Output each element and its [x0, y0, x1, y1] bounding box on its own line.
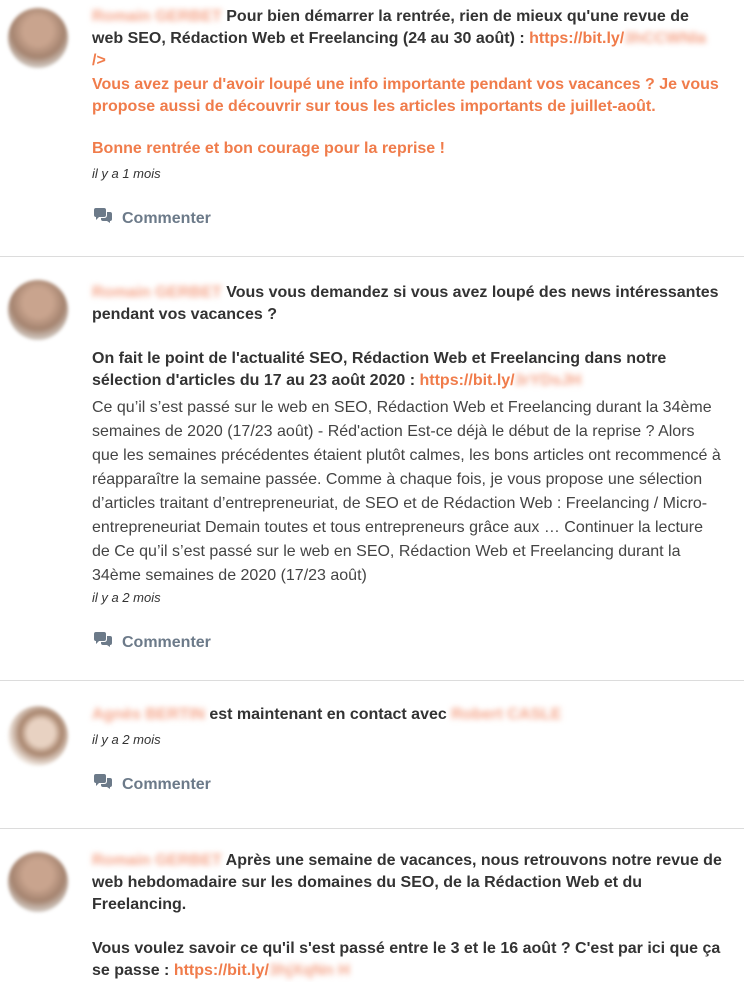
post-title-text: est maintenant en contact avec: [209, 706, 452, 723]
comment-label: Commenter: [122, 209, 211, 227]
author-name[interactable]: Romain GERBET: [92, 8, 222, 25]
avatar[interactable]: [8, 280, 68, 340]
comment-icon: [92, 773, 114, 796]
post-time: il y a 2 mois: [92, 732, 161, 747]
post-time: il y a 2 mois: [92, 590, 161, 605]
comment-label: Commenter: [122, 775, 211, 793]
feed-post: [0, 680, 744, 829]
comment-button[interactable]: [92, 773, 724, 796]
comment-icon: [92, 631, 114, 654]
avatar[interactable]: [8, 706, 68, 766]
post-link-tail[interactable]: />: [92, 52, 106, 69]
post-link[interactable]: https://bit.ly/3hjXqNn H: [173, 962, 350, 979]
post-title-text: Pour bien démarrer la rentrée, rien de mieux qu'une revue de web SEO, Rédaction Web et Freelancing (24 au 30 août) :: [92, 8, 689, 47]
post-title: [92, 850, 724, 916]
avatar[interactable]: [8, 852, 68, 912]
post-subtitle: On fait le point de l'actualité SEO, Rédaction Web et Freelancing dans notre sélection d'articles du 17 au 23 août 2020 : https://bit.ly/3rYDsJH: [92, 350, 667, 389]
post-link[interactable]: https://bit.ly/3hCCWNIa: [529, 30, 707, 47]
comment-icon: [92, 207, 114, 230]
post-content: [92, 850, 724, 982]
feed-post: [0, 828, 744, 982]
author-name[interactable]: Agnès BERTIN: [92, 706, 205, 723]
post-title-text: Après une semaine de vacances, nous retrouvons notre revue de web hebdomadaire sur les domaines du SEO, de la Rédaction Web et du Freelancing.: [92, 852, 722, 913]
post-body: Ce qu’il s’est passé sur le web en SEO, Rédaction Web et Freelancing durant la 34ème semaines de 2020 (17/23 août) - Réd'action Est-ce déjà le début de la reprise ? Alors que les semaines précédentes étaient plutôt calmes, les bons articles ont recommencé à réapparaître la semaine passée. Comme à chaque fois, je vous propose une sélection d’articles traitant d’entrepreneuriat, de SEO et de Rédaction Web : Freelancing / Micro-entrepreneuriat Demain toutes et tous entrepreneurs grâce aux … Continuer la lecture de Ce qu’il s’est passé sur le web en SEO, Rédaction Web et Freelancing durant la 34ème semaines de 2020 (17/23 août): [92, 399, 721, 584]
post-link[interactable]: https://bit.ly/3rYDsJH: [419, 372, 582, 389]
post-title: [92, 704, 724, 726]
contact-name[interactable]: Robert CASLE: [451, 706, 562, 723]
post-paragraph: Vous voulez savoir ce qu'il s'est passé entre le 3 et le 16 août ? C'est par ici que ça se passe : https://bit.ly/3hjXqNn H: [92, 940, 721, 979]
post-content: [92, 6, 724, 230]
post-content: [92, 282, 724, 654]
post-title: [92, 282, 724, 326]
post-title-text: Vous vous demandez si vous avez loupé des news intéressantes pendant vos vacances ?: [92, 284, 719, 323]
avatar[interactable]: [8, 8, 68, 68]
feed-post: [0, 0, 744, 257]
post-time: il y a 1 mois: [92, 166, 161, 181]
author-name[interactable]: Romain GERBET: [92, 284, 222, 301]
comment-label: Commenter: [122, 633, 211, 651]
post-title: [92, 6, 724, 72]
author-name[interactable]: Romain GERBET: [92, 852, 222, 869]
feed-post: [0, 256, 744, 681]
post-paragraph: Vous avez peur d'avoir loupé une info importante pendant vos vacances ? Je vous propose aussi de découvrir sur tous les articles importants de juillet-août.: [92, 76, 719, 115]
post-content: [92, 704, 724, 796]
post-paragraph: Bonne rentrée et bon courage pour la reprise !: [92, 140, 445, 157]
comment-button[interactable]: [92, 631, 724, 654]
comment-button[interactable]: [92, 207, 724, 230]
